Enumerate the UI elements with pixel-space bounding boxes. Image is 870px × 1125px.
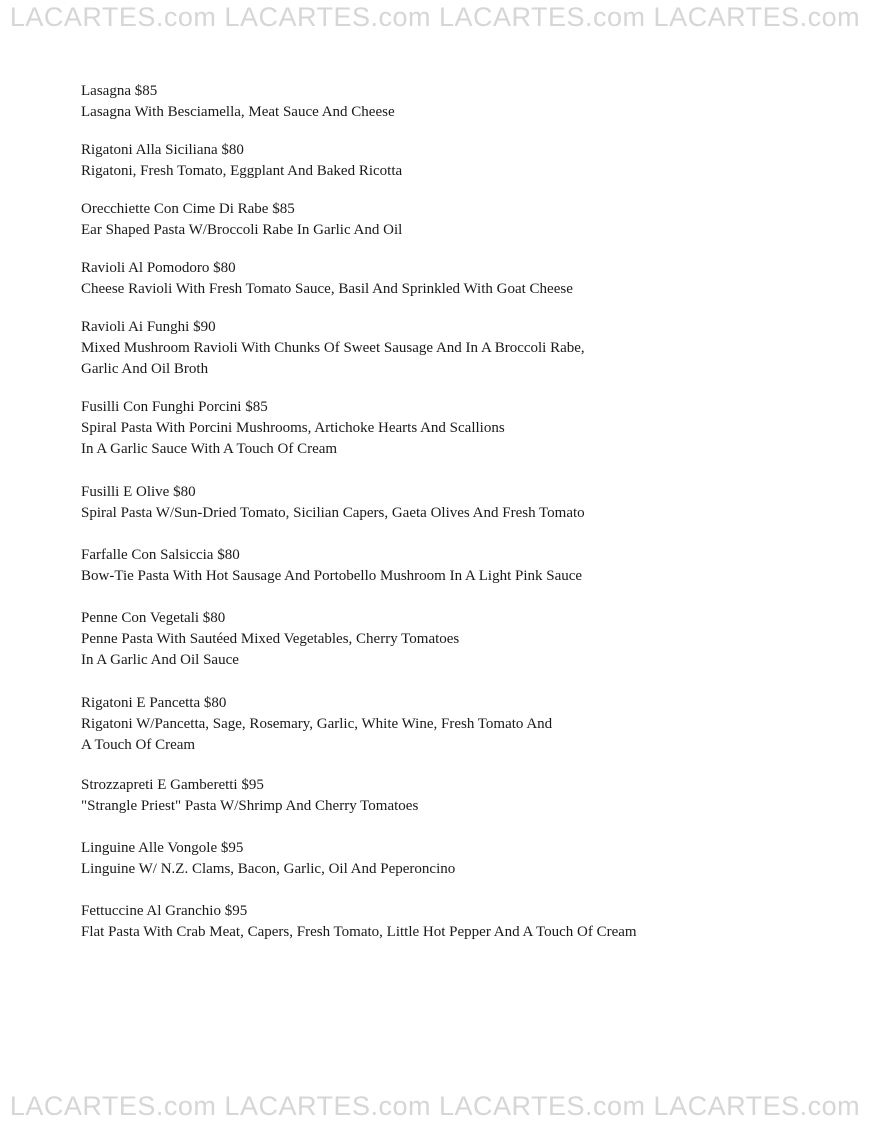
pasta-menu-list [81, 81, 841, 943]
menu-item-lasagna [81, 81, 841, 123]
menu-item-description: Rigatoni W/Pancetta, Sage, Rosemary, Garlic, White Wine, Fresh Tomato And [81, 716, 553, 732]
menu-item-description: Rigatoni, Fresh Tomato, Eggplant And Baked Ricotta [81, 163, 403, 179]
menu-item-name: Rigatoni E Pancetta $80 [81, 695, 227, 711]
menu-item-name: Lasagna $85 [81, 83, 158, 99]
menu-item-description: Cheese Ravioli With Fresh Tomato Sauce, Basil And Sprinkled With Goat Cheese [81, 281, 573, 297]
menu-item-fettuccine-al-granchio [81, 901, 841, 943]
menu-item-description: In A Garlic And Oil Sauce [81, 652, 239, 668]
menu-item-rigatoni-e-pancetta [81, 693, 841, 756]
menu-item-name: Linguine Alle Vongole $95 [81, 840, 244, 856]
menu-item-linguine-alle-vongole [81, 838, 841, 880]
menu-item-name: Ravioli Al Pomodoro $80 [81, 260, 236, 276]
menu-item-description: Bow-Tie Pasta With Hot Sausage And Portobello Mushroom In A Light Pink Sauce [81, 568, 583, 584]
menu-item-description: Linguine W/ N.Z. Clams, Bacon, Garlic, Oil And Peperoncino [81, 861, 456, 877]
menu-item-ravioli-ai-funghi [81, 317, 841, 380]
menu-item-description: "Strangle Priest" Pasta W/Shrimp And Cherry Tomatoes [81, 798, 419, 814]
menu-item-name: Ravioli Ai Funghi $90 [81, 319, 216, 335]
menu-item-description: Mixed Mushroom Ravioli With Chunks Of Sweet Sausage And In A Broccoli Rabe, [81, 340, 585, 356]
watermark-bottom: LACARTES.com LACARTES.com LACARTES.com LACARTES.com [9, 1093, 861, 1120]
menu-item-farfalle-con-salsiccia [81, 545, 841, 587]
menu-item-name: Fusilli Con Funghi Porcini $85 [81, 399, 268, 415]
menu-item-orecchiette [81, 199, 841, 241]
menu-item-name: Rigatoni Alla Siciliana $80 [81, 142, 244, 158]
menu-item-name: Farfalle Con Salsiccia $80 [81, 547, 240, 563]
menu-item-description: Lasagna With Besciamella, Meat Sauce And Cheese [81, 104, 395, 120]
menu-item-description: A Touch Of Cream [81, 737, 196, 753]
menu-item-name: Fettuccine Al Granchio $95 [81, 903, 248, 919]
menu-item-description: Ear Shaped Pasta W/Broccoli Rabe In Garlic And Oil [81, 222, 403, 238]
menu-item-strozzapreti-e-gamberetti [81, 775, 841, 817]
menu-item-rigatoni-alla-siciliana [81, 140, 841, 182]
menu-item-name: Orecchiette Con Cime Di Rabe $85 [81, 201, 295, 217]
menu-item-description: In A Garlic Sauce With A Touch Of Cream [81, 441, 338, 457]
menu-item-description: Spiral Pasta W/Sun-Dried Tomato, Sicilian Capers, Gaeta Olives And Fresh Tomato [81, 505, 585, 521]
menu-item-description: Penne Pasta With Sautéed Mixed Vegetables, Cherry Tomatoes [81, 631, 460, 647]
menu-item-penne-con-vegetali [81, 608, 841, 671]
menu-item-description: Spiral Pasta With Porcini Mushrooms, Artichoke Hearts And Scallions [81, 420, 505, 436]
menu-item-fusilli-e-olive [81, 482, 841, 524]
menu-item-name: Fusilli E Olive $80 [81, 484, 196, 500]
menu-item-ravioli-al-pomodoro [81, 258, 841, 300]
menu-item-fusilli-con-funghi-porcini [81, 397, 841, 460]
menu-item-description: Garlic And Oil Broth [81, 361, 209, 377]
watermark-top: LACARTES.com LACARTES.com LACARTES.com LACARTES.com [9, 4, 861, 31]
menu-item-description: Flat Pasta With Crab Meat, Capers, Fresh Tomato, Little Hot Pepper And A Touch Of Cream [81, 924, 637, 940]
menu-item-name: Strozzapreti E Gamberetti $95 [81, 777, 264, 793]
menu-item-name: Penne Con Vegetali $80 [81, 610, 226, 626]
